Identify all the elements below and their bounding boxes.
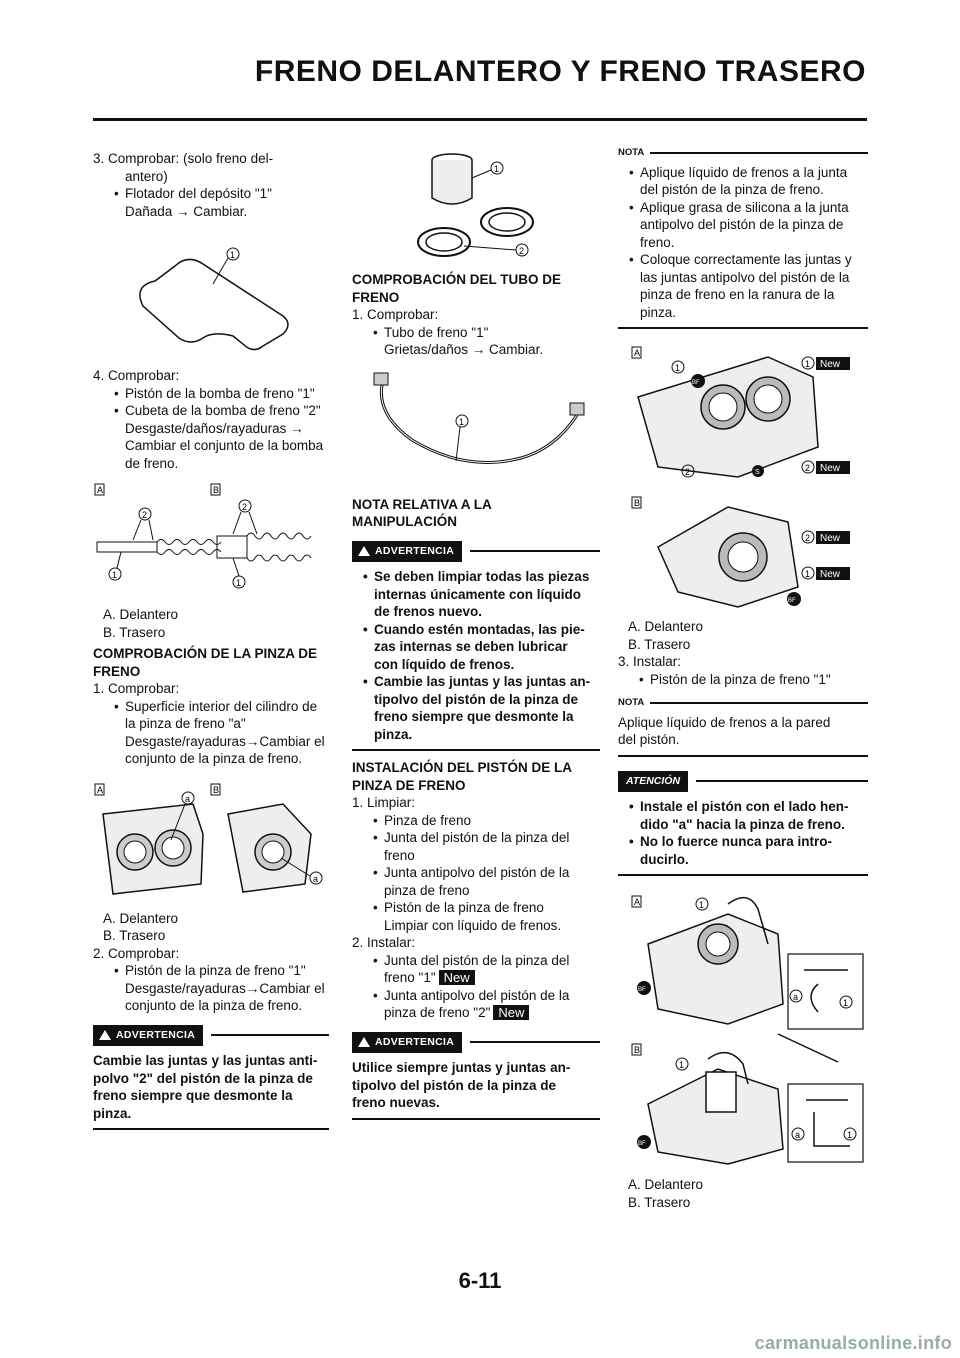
bullet-text: conjunto de la pinza de freno. [125,998,303,1013]
section-heading: FRENO [93,663,141,679]
svg-text:1: 1 [847,1130,853,1140]
step-text: 1. Comprobar: [352,307,439,322]
warning-rule [470,550,600,552]
section-rule [618,755,868,757]
step-text: 1. Limpiar: [352,795,416,810]
note-rule [650,702,868,704]
bullet-text: Desgaste/rayaduras→Cambiar el [125,733,325,749]
svg-text:1: 1 [112,570,118,580]
bullet-text: Cambiar el conjunto de la bomba [125,438,324,453]
bullet-item: • Junta antipolvo del pistón de la [352,987,600,1005]
figure-caption: B. Trasero [103,928,166,943]
step-text: 1. Comprobar: [93,681,180,696]
warning-header [352,1032,600,1054]
svg-text:2: 2 [242,502,248,512]
note-text: antipolvo del pistón de la pinza de [640,217,844,232]
figure-caption: A. Delantero [628,1177,704,1192]
bullet-text: Limpiar con líquido de frenos. [384,917,562,933]
warning-text: polvo "2" del pistón de la pinza de [93,1070,313,1086]
warning-text: de frenos nuevo. [374,604,483,619]
svg-text:A: A [634,348,641,358]
warning-text: tipolvo del pistón de la pinza de [374,691,579,707]
attention-rule [696,780,868,782]
new-part-badge: New [820,463,841,474]
bullet-text: conjunto de la pinza de freno. [125,751,303,766]
note-text: pinza de freno en la ranura de la [640,287,835,302]
step-text: 2. Instalar: [352,935,416,950]
step-text: 3. Instalar: [618,654,682,669]
section-rule [618,327,868,329]
warning-rule [211,1034,329,1036]
section-heading: MANIPULACIÓN [352,514,457,529]
note-rule [650,152,868,154]
figure-caliper-cylinder [93,774,329,904]
piston-install-illustration [618,884,868,1170]
master-piston-illustration [93,478,329,600]
column-1 [93,150,329,1138]
column-3 [618,140,868,1211]
brake-hose-illustration [352,365,600,490]
note-text: freno. [640,234,675,250]
bullet-item: • Tubo de freno "1" [352,324,600,342]
attention-badge: ATENCIÓN [618,771,688,793]
bullet-text: pinza de freno "2" New [352,1004,600,1022]
bullet-item: • Pistón de la bomba de freno "1" [93,385,329,403]
bullet-item: • Junta antipolvo del pistón de la [352,864,600,882]
attention-header [618,771,868,793]
step-text: 4. Comprobar: [93,368,180,383]
step-text: 2. Comprobar: [93,945,180,961]
warning-text: pinza. [93,1105,132,1121]
attention-item: • No lo fuerce nunca para intro- [618,833,868,851]
section-rule [618,874,868,876]
warning-header [352,541,600,563]
section-heading: PINZA DE FRENO [352,777,466,793]
warning-badge: ADVERTENCIA [352,541,462,563]
bullet-item: • Pistón de la pinza de freno "1" [618,671,868,689]
note-text: del pistón de la pinza de freno. [640,182,824,197]
svg-text:a: a [795,1130,801,1140]
new-part-badge: New [820,533,841,544]
svg-text:2: 2 [685,467,691,477]
piston-seals-illustration [352,150,600,265]
svg-text:BF: BF [788,598,796,604]
note-text: las juntas antipolvo del pistón de la [640,269,850,285]
warning-item: • Cambie las juntas y las juntas an- [352,673,600,691]
svg-text:2: 2 [805,463,811,473]
section-heading: FRENO [352,289,400,305]
warning-item: • Cuando estén montadas, las pie- [352,621,600,639]
warning-badge: ADVERTENCIA [352,1032,462,1054]
section-rule [93,1128,329,1130]
svg-text:A: A [97,784,104,795]
section-rule [352,749,600,751]
svg-text:a: a [793,992,799,1002]
warning-text: freno nuevas. [352,1095,440,1110]
warning-rule [470,1041,600,1043]
bullet-item: • Pistón de la pinza de freno "1" [93,962,329,980]
section-heading: COMPROBACIÓN DEL TUBO DE [352,272,562,287]
svg-text:BF: BF [638,987,646,993]
bullet-item: • Junta del pistón de la pinza del [352,829,600,847]
figure-caption: B. Trasero [628,636,691,652]
svg-text:1: 1 [699,900,705,910]
warning-header [93,1025,329,1047]
warning-text: con líquido de frenos. [374,656,515,672]
warning-text: freno siempre que desmonte la [93,1088,293,1103]
svg-text:2: 2 [805,533,811,543]
svg-text:1: 1 [805,569,811,579]
figure-caption: B. Trasero [628,1194,691,1210]
attention-text: dido "a" hacia la pinza de freno. [640,816,845,832]
svg-text:1: 1 [679,1060,685,1070]
bullet-text: freno [384,847,415,863]
svg-text:S: S [755,469,760,476]
bullet-item: • Pistón de la pinza de freno [352,899,600,917]
note-text: pinza. [640,304,677,320]
svg-text:B: B [213,784,220,795]
new-part-badge: New [820,359,841,370]
svg-text:1: 1 [459,416,465,427]
warning-text: Cambie las juntas y las juntas anti- [93,1053,318,1068]
new-part-badge: New [439,970,475,985]
warning-badge: ADVERTENCIA [93,1025,203,1047]
figure-piston-install [618,884,868,1170]
page-number: 6-11 [458,1268,502,1293]
svg-text:a: a [313,873,319,884]
page-title: FRENO DELANTERO Y FRENO TRASERO [254,55,866,88]
callout-number: 1 [230,250,236,260]
svg-text:1: 1 [843,998,849,1008]
note-item: • Coloque correctamente las juntas y [618,251,868,269]
svg-text:2: 2 [142,510,148,520]
svg-text:BF: BF [638,1141,646,1147]
svg-text:2: 2 [519,246,525,256]
attention-text: ducirlo. [640,851,689,867]
note-header: NOTA [618,144,868,162]
step-text: antero) [125,168,168,184]
watermark: carmanualsonline.info [754,1333,952,1353]
svg-text:B: B [213,485,220,495]
bullet-text: la pinza de freno "a" [125,716,246,731]
warning-text: internas únicamente con líquido [374,586,582,602]
bullet-item: • Superficie interior del cilindro de [93,698,329,716]
note-text: del pistón. [618,732,680,747]
figure-caption: A. Delantero [103,607,179,622]
svg-text:A: A [634,897,641,907]
figure-caption: A. Delantero [628,619,704,634]
bullet-text: de freno. [125,455,179,471]
warning-icon [358,1037,370,1047]
bullet-text: Grietas/daños → Cambiar. [384,342,544,357]
column-2 [352,150,600,1128]
warning-text: Utilice siempre juntas y juntas an- [352,1060,571,1075]
warning-icon [99,1030,111,1040]
svg-text:1: 1 [236,578,242,588]
svg-text:1: 1 [675,363,681,373]
section-heading: COMPROBACIÓN DE LA PINZA DE [93,646,318,661]
figure-caption: A. Delantero [103,910,179,926]
figure-reservoir-float [93,226,329,361]
warning-text: tipolvo del pistón de la pinza de [352,1077,557,1093]
svg-text:A: A [97,485,104,495]
figure-caliper-seals [618,337,868,612]
new-part-badge: New [493,1005,529,1020]
note-header: NOTA [618,694,868,712]
bullet-item: • Junta del pistón de la pinza del [352,952,600,970]
float-illustration [93,226,329,361]
bullet-text: pinza de freno [384,882,470,898]
note-item: • Aplique líquido de frenos a la junta [618,164,868,182]
new-part-badge: New [820,569,841,580]
warning-icon [358,546,370,556]
step-text: 3. Comprobar: (solo freno del- [93,151,274,166]
bullet-text: Desgaste/daños/rayaduras → [125,420,304,436]
bullet-text: Desgaste/rayaduras→Cambiar el [125,980,325,996]
figure-piston-seals [352,150,600,265]
section-rule [352,1118,600,1120]
section-heading: NOTA RELATIVA A LA [352,496,492,512]
svg-text:B: B [634,1045,641,1055]
figure-caption: B. Trasero [103,624,166,640]
section-heading: INSTALACIÓN DEL PISTÓN DE LA [352,760,573,775]
svg-text:BF: BF [692,380,700,386]
svg-text:1: 1 [805,359,811,369]
note-item: • Aplique grasa de silicona a la junta [618,199,868,217]
warning-text: freno siempre que desmonte la [374,709,574,724]
header-rule [93,118,867,121]
caliper-cylinder-illustration [93,774,329,904]
bullet-text: freno "1" New [352,969,600,987]
attention-item: • Instale el pistón con el lado hen- [618,798,868,816]
bullet-item: • Pinza de freno [352,812,600,830]
svg-text:B: B [634,498,641,508]
bullet-text: Dañada → Cambiar. [125,203,248,219]
bullet-item: • Flotador del depósito "1" [93,185,329,203]
svg-text:1: 1 [494,164,500,174]
note-text: Aplique líquido de frenos a la pared [618,714,831,730]
warning-text: pinza. [374,726,413,742]
figure-master-piston [93,478,329,600]
warning-item: • Se deben limpiar todas las piezas [352,568,600,586]
svg-text:a: a [185,793,191,804]
warning-text: zas internas se deben lubricar [374,639,568,654]
bullet-item: • Cubeta de la bomba de freno "2" [93,402,329,420]
figure-brake-hose [352,365,600,490]
caliper-seals-illustration [618,337,868,612]
